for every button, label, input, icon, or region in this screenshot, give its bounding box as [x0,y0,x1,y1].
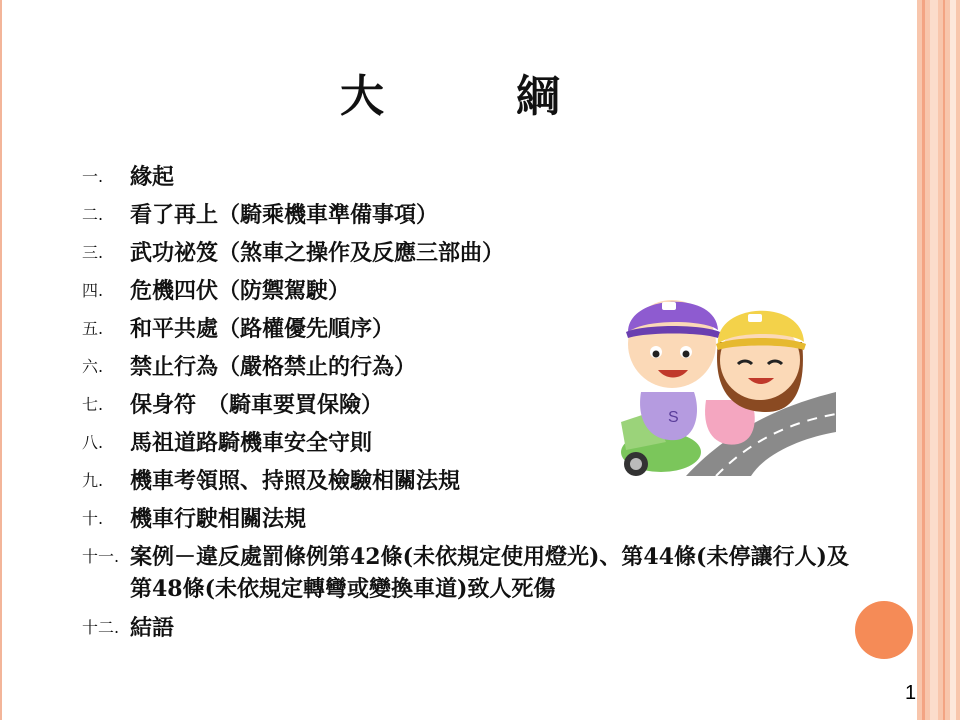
outline-item-text: 看了再上（騎乘機車準備事項） [130,202,439,228]
outline-item [82,609,862,647]
outline-item-text: 保身符 （騎車要買保險） [130,392,384,418]
slide-title: 大 綱 [340,71,604,122]
outline-item-text: 馬祖道路騎機車安全守則 [130,430,373,456]
outline-item-text: 武功祕笈（煞車之操作及反應三部曲） [130,240,505,266]
decorative-circle [855,601,913,659]
scooter-riders-illustration [566,272,836,476]
outline-item-number: 八. [82,433,104,452]
outline-item-text: 機車考領照、持照及檢驗相關法規 [130,468,461,494]
outline-item-text: 機車行駛相關法規 [130,506,307,532]
svg-text:S: S [668,409,679,426]
outline-item-number: 六. [82,357,104,376]
page-number: 1 [905,682,917,704]
stripe [922,0,925,720]
outline-item-text: 禁止行為（嚴格禁止的行為） [130,354,417,380]
outline-item-text: 結語 [130,615,175,641]
outline-item-text: 和平共處（路權優先順序） [130,316,395,342]
outline-item [82,538,862,605]
outline-item [82,196,862,234]
outline-item-text: 案例－違反處罰條例第42條(未依規定使用燈光)、第44條(未停讓行人)及第48條(未依規定轉彎或變換車道)致人死傷 [130,544,849,602]
outline-item [82,234,862,272]
outline-item-number: 二. [82,205,104,224]
outline-item-number: 十二. [82,618,120,637]
outline-item-text: 緣起 [130,164,175,190]
stripe [943,0,945,720]
outline-item-number: 七. [82,395,104,414]
outline-item-number: 一. [82,167,104,186]
outline-item-text: 危機四伏（防禦駕駛） [130,278,351,304]
outline-item-number: 三. [82,243,104,262]
outline-item-number: 四. [82,281,104,300]
outline-item-number: 十一. [82,547,120,566]
stripe [950,0,956,720]
right-stripe-border [917,0,960,720]
outline-item-number: 五. [82,319,104,338]
outline-item-number: 十. [82,509,104,528]
outline-item [82,158,862,196]
stripe [930,0,938,720]
outline-item [82,500,862,538]
outline-item-number: 九. [82,471,104,490]
